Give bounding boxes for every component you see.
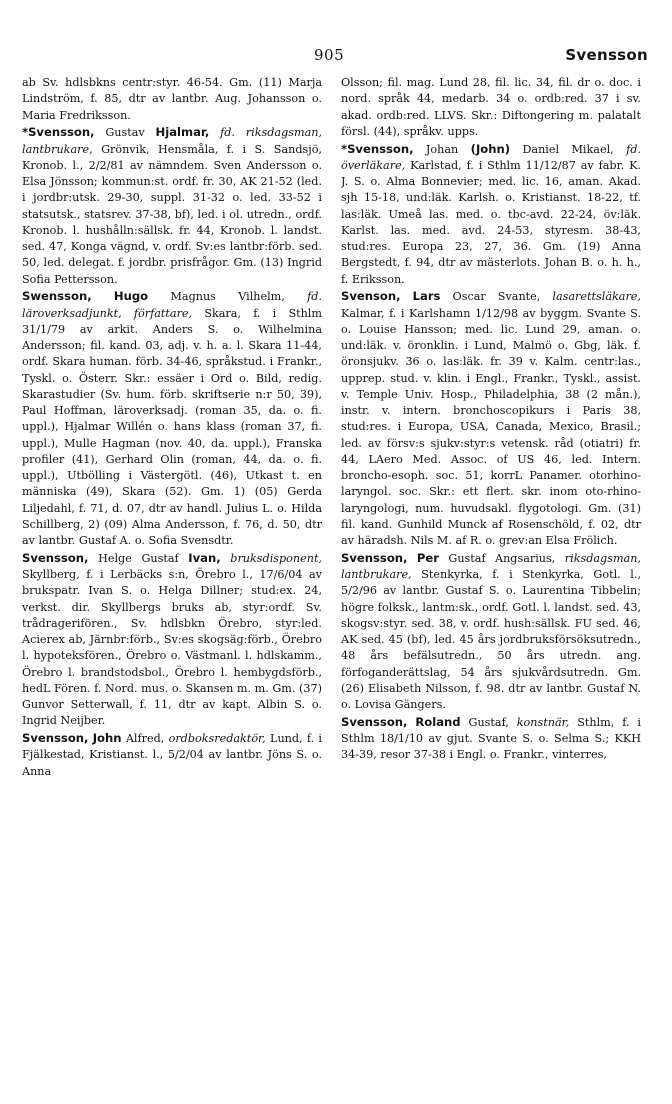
entry-surname: Swensson,	[22, 289, 92, 304]
continuation-text: ab Sv. hdlsbkns centr:styr. 46-54. Gm. (11) Marja Lindström, f. 85, dtr av lantbr. Aug. Johansson o. Maria Fredriksson.	[22, 76, 322, 122]
entry-surname: *Svensson,	[341, 141, 414, 156]
entry-occupation: ordboksredaktör,	[168, 732, 266, 745]
entry-occupation: bruksdisponent,	[230, 551, 322, 565]
entry-surname: Svenson,	[341, 289, 401, 304]
entry-body: Skyllberg, f. i Lerbäcks s:n, Örebro l., 17/6/04 av brukspatr. Ivan S. o. Helga Dillner; stud:ex. 24, verkst. dir. Skyllbergs bruks ab, styr:ordf. Sv. trådragerifören., Sv. hdlsbkn Örebro, styr:led. Acierex ab, Järnbr:förb., Sv:es skogsäg:förb., Örebro l. hypoteksfören., Örebro o. Västmanl. l. hdlskamm., Örebro l. brandstodsbol., Örebro l. hembygdsförb., hedL Fören. f. Nord. mus. o. Skansen m. m. Gm. (37) Gunvor Setterwall, f. 11, dtr av kapt. Albin S. o. Ingrid Neijber.	[22, 568, 322, 728]
entry-body: Stenkyrka, f. i Stenkyrka, Gotl. l., 5/2/96 av lantbr. Gustaf S. o. Laurentina Tibbelin; högre folksk., lantm:sk., ordf. Gotl. l. landst. sed. 43, skogsv:styr. sed. 38, v. ordf. hush:sällsk. FU sed. 46, AK sed. 45 (bf), led. 45 års jordbruksförsöksutredn., 48 års befälsutredn., 50 års utredn. ang. förfoganderättslag, 54 års sjukvårdsutredn. Gm. (26) Elisabeth Nilsson, f. 98. dtr av lantbr. Gustaf N. o. Lovisa Gängers.	[341, 568, 641, 711]
entry-occupation: riksdagsman, lantbrukare,	[341, 551, 641, 581]
continuation-text: Olsson; fil. mag. Lund 28, fil. lic. 34, fil. dr o. doc. i nord. språk 44, medarb. 34 o. ordb:red. 37 i sv. akad. ordb:red. LLVS. Skr.: Diftongering m. palatalt försl. (44), språkv. upps.	[341, 76, 641, 138]
entry-body: Lund, f. i Fjälkestad, Kristianst. l., 5/2/04 av lantbr. Jöns S. o. Anna	[22, 732, 322, 778]
entry-given-names: Magnus Vilhelm,	[170, 290, 285, 304]
entry-given-names: Gustaf Angsarius,	[448, 551, 556, 565]
entry-occupation: fd. riksdagsman, lantbrukare,	[22, 126, 322, 156]
entry-john-daniel-svensson	[341, 141, 641, 288]
entry-occupation: lasarettsläkare,	[552, 290, 641, 304]
entry-hugo-swensson	[22, 288, 322, 549]
entry-body: Grönvik, Hensmåla, f. i S. Sandsjö, Kronob. l., 2/2/81 av nämndem. Sven Andersson o. Elsa Jönsson; kommun:st. ordf. fr. 30, AK 21-52 (led. i jordbr:utsk. 29-30, suppl. 31-32 o. led. 33-52 i statsutsk., statsrev. 37-38, bf), led. i ol. utredn., ordf. Kronob. l. hushålln:sällsk. fr. 44, Kronob. l. landst. sed. 47, Konga vägnd, v. ordf. Sv:es lantbr:förb. sed. 50, led. delegat. f. jordbr. prisfrågor. Gm. (13) Ingrid Sofia Pettersson.	[22, 142, 322, 286]
entry-surname: Svensson,	[341, 714, 408, 729]
entry-occupation: fd. läroverksadjunkt, författare,	[22, 290, 322, 320]
entry-body: Sthlm, f. i Sthlm 18/1/10 av gjut. Svante S. o. Selma S.; KKH 34-39, resor 37-38 i Engl. o. Frankr., vinterres,	[341, 715, 641, 762]
entry-occupation: konstnär,	[516, 715, 570, 729]
entry-body: Skara, f. i Sthlm 31/1/79 av arkit. Anders S. o. Wilhelmina Andersson; fil. kand. 03, adj. v. h. a. l. Skara 11-44, ordf. Skara human. förb. 34-46, språkstud. i Frankr., Tyskl. o. Österr. Skr.: essäer i Ord o. Bild, redig. Skarastudier (Sv. hum. förb. skriftserie n:r 50, 39), Paul Hoffman, läroverksadj. (roman 35, da. o. fi. uppl.), Hjalmar Willén o. hans klass (roman 37, fi. uppl.), Mulle Hagman (nov. 40, da. uppl.), Franska profiler (41), Gerhard Olin (roman, 44, da. o. fi. uppl.), Utbölling i Västergötl. (46), Utkast t. en människa (49), Skara (52). Gm. 1) (05) Gerda Liljedahl, f. 71, d. 07, dtr av handl. Julius L. o. Hilda Schillberg, 2) (09) Alma Andersson, f. 76, d. 50, dtr av lantbr. Gustaf A. o. Sofia Svensdtr.	[22, 306, 322, 547]
entry-surname: Svensson,	[22, 550, 89, 565]
entry-call-name: (John)	[470, 141, 511, 156]
entry-per-svensson	[341, 550, 641, 714]
left-column	[22, 75, 322, 1085]
entry-given-names: Alfred,	[125, 732, 165, 745]
entry-ivan-svensson	[22, 550, 322, 730]
entry-hjalmar-svensson	[22, 124, 322, 288]
page-number: 905	[314, 46, 345, 64]
entry-call-name: Lars	[412, 289, 441, 304]
entry-given-names: Johan	[425, 142, 459, 156]
entry-john-svensson	[22, 730, 322, 780]
entry-call-name: Per	[416, 550, 439, 565]
page-header	[20, 46, 652, 68]
entry-given-names: Gustav	[105, 126, 145, 140]
entry-given-names: Oscar Svante,	[452, 290, 541, 304]
entry-roland-svensson	[341, 714, 641, 764]
entry-given-names-after: Daniel Mikael,	[522, 142, 614, 156]
entry-body: Kalmar, f. i Karlshamn 1/12/98 av byggm. Svante S. o. Louise Hansson; med. lic. Lund 29, aman. o. und:läk. v. öronklin. i Lund, Malmö o. Gbg, läk. f. öronsjukv. 36 o. las:läk. fr. 39 v. Kalm. centr:las., upprep. stud. v. klin. i Engl., Frankr., Tyskl., assist. v. Temple Univ. Hosp., Philadelphia, 38 (2 mån.), instr. v. intern. bronchoscopikurs i Paris 38, stud:res. i Europa, USA, Canada, Mexico, Brasil.; led. av försv:s sjukv:styr:s vetensk. råd (otiatri) fr. 44, LAero Med. Assoc. of US 46, led. Intern. broncho-esoph. soc. 51, korrL Panamer. otorhino-laryngol. soc. Skr.: ett flert. skr. inom oto-rhino-laryngologi, num. huvudsakl. flygotologi. Gm. (31) fil. kand. Gunhild Munck af Rosenschöld, f. 02, dtr av häradsh. Nils M. af R. o. grev:an Elsa Frölich.	[341, 306, 641, 547]
entry-lars-svenson	[341, 288, 641, 549]
entry-surname: Svensson,	[22, 731, 89, 745]
running-head: Svensson	[565, 46, 648, 64]
right-column	[341, 75, 641, 1085]
entry-occupation: fd. överläkare,	[341, 142, 641, 172]
entry-call-name: Hugo	[113, 289, 149, 304]
entry-call-name: Hjalmar,	[155, 125, 210, 140]
entry-call-name: Ivan,	[188, 550, 221, 565]
entry-call-name: Roland	[415, 714, 461, 729]
entry-given-names: Gustaf,	[468, 715, 509, 729]
entry-surname: *Svensson,	[22, 125, 95, 140]
entry-call-name: John	[92, 731, 122, 745]
entry-body: Karlstad, f. i Sthlm 11/12/87 av fabr. K. J. S. o. Alma Bonnevier; med. lic. 16, aman. Akad. sjh 15-18, und:läk. Karlsh. o. Kristianst. 18-22, tf. las:läk. Umeå las. med. o. tbc-avd. 22-24, öv:läk. Karlst. las. med. avd. 24-53, styresm. 38-43, stud:res. Europa 23, 27, 36. Gm. (19) Anna Bergstedt, f. 94, dtr av mästerlots. Johan B. o. h. h., f. Eriksson.	[341, 158, 641, 286]
entry-surname: Svensson,	[341, 550, 408, 565]
entry-given-names: Helge Gustaf	[98, 551, 179, 565]
